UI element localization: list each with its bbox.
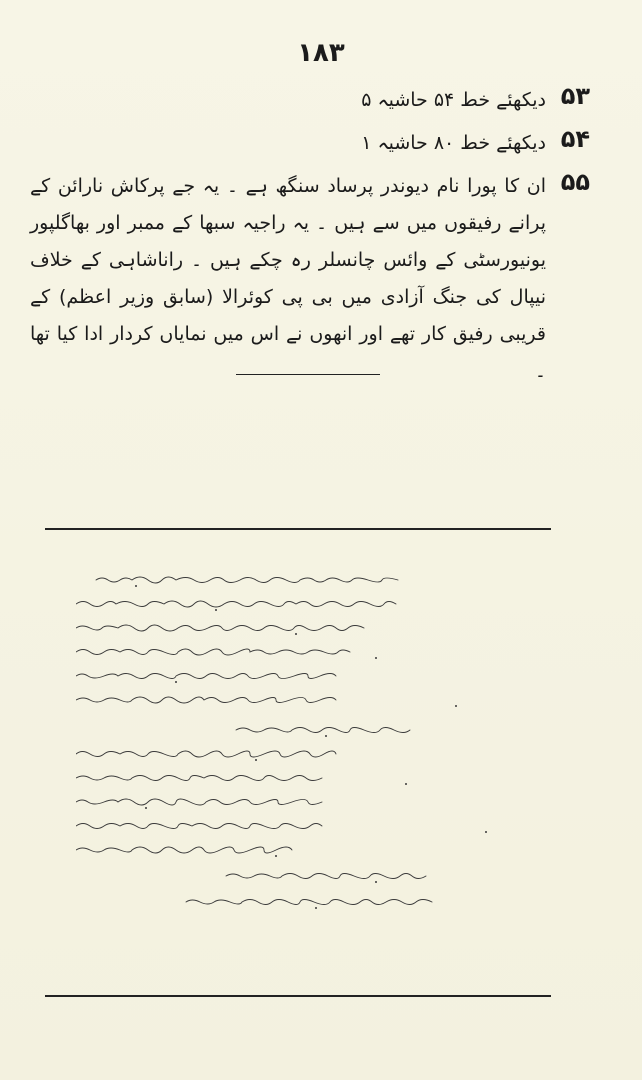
handwriting-scribble bbox=[76, 572, 546, 952]
footnote-item bbox=[30, 125, 590, 162]
page-number: ۱۸۳ bbox=[297, 38, 345, 68]
footnotes-list bbox=[30, 82, 590, 396]
footnote-item bbox=[30, 82, 590, 119]
footnote-number: ۵۴ bbox=[560, 125, 590, 153]
handwritten-letter-facsimile bbox=[76, 572, 546, 952]
facsimile-top-rule bbox=[45, 528, 551, 530]
footnote-number: ۵۵ bbox=[560, 168, 590, 196]
footnote-text: ان کا پورا نام دیوندر پرساد سنگھ ہے ۔ یہ جے پرکاش نارائن کے پرانے رفیقوں میں سے ہیں ۔ یہ راجیہ سبھا کے ممبر اور بھاگلپور یونیورسٹی کے وائس چانسلر رہ چکے ہیں ۔ راناشاہی کے خلاف نیپال کی جنگ آزادی میں بی پی کوئرالا (سابق وزیر اعظم) کے قریبی رفیق کار تھے اور انھوں نے اس میں نمایاں کردار ادا کیا تھا ۔ bbox=[30, 175, 546, 382]
section-end-divider bbox=[236, 374, 380, 375]
footnote-item bbox=[30, 168, 590, 390]
footnote-text: دیکھئے خط ۵۴ حاشیہ ۵ bbox=[361, 89, 546, 111]
footnote-text: دیکھئے خط ۸۰ حاشیہ ۱ bbox=[361, 132, 546, 154]
footnote-number: ۵۳ bbox=[560, 82, 590, 110]
facsimile-bottom-rule bbox=[45, 995, 551, 997]
